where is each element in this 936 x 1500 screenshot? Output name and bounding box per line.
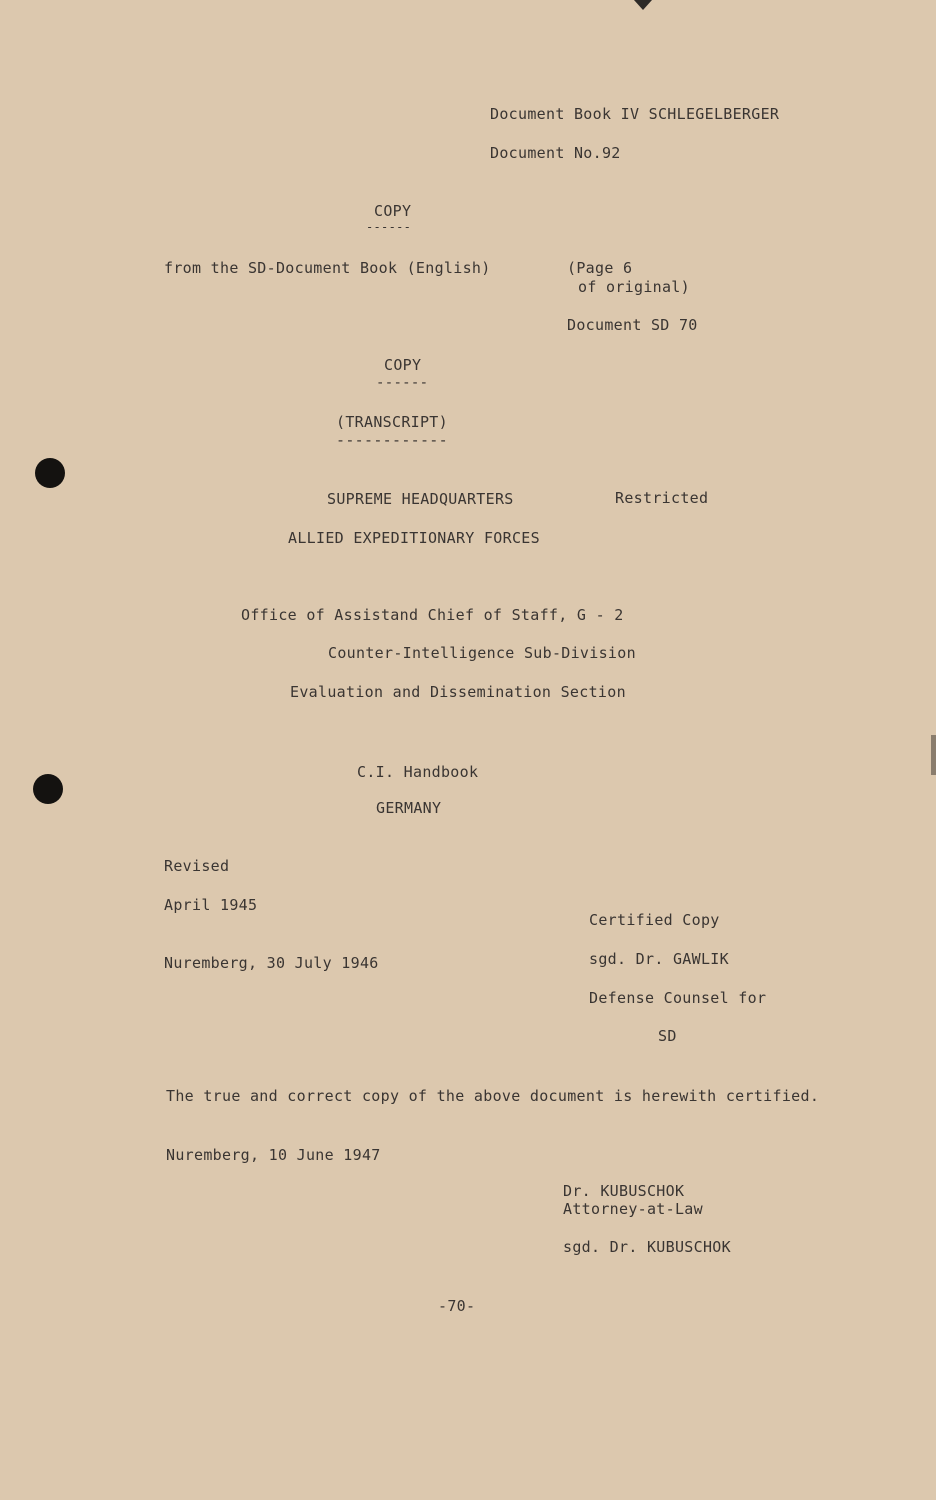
page-notch <box>634 0 652 10</box>
copy-heading: COPY <box>374 202 412 220</box>
restricted-label: Restricted <box>615 489 709 507</box>
org-line-2: ALLIED EXPEDITIONARY FORCES <box>288 529 540 547</box>
document-book-title: Document Book IV SCHLEGELBERGER <box>490 105 780 123</box>
division-line: Counter-Intelligence Sub-Division <box>328 644 636 662</box>
org-line-1: SUPREME HEADQUARTERS <box>327 490 514 508</box>
source-line: from the SD-Document Book (English) <box>164 259 491 277</box>
handbook-title: C.I. Handbook <box>357 763 479 781</box>
punch-hole <box>35 458 65 488</box>
copy-heading-2: COPY <box>384 356 422 374</box>
kubuschok-signature: sgd. Dr. KUBUSCHOK <box>563 1238 731 1256</box>
defense-counsel-line: Defense Counsel for <box>589 989 767 1007</box>
attorney-name: Dr. KUBUSCHOK <box>563 1182 685 1200</box>
attorney-title: Attorney-at-Law <box>563 1200 703 1218</box>
attestation-place-date: Nuremberg, 10 June 1947 <box>166 1146 381 1164</box>
gawlik-signature: sgd. Dr. GAWLIK <box>589 950 729 968</box>
section-line: Evaluation and Dissemination Section <box>290 683 626 701</box>
copy-heading-underline: ------ <box>366 220 412 234</box>
page-ref-line2: of original) <box>578 278 690 296</box>
revised-date: April 1945 <box>164 896 258 914</box>
transcript-heading: (TRANSCRIPT) <box>336 413 448 431</box>
revised-label: Revised <box>164 857 230 875</box>
transcript-underline: ------------ <box>336 431 448 449</box>
attestation-statement: The true and correct copy of the above document is herewith certified. <box>166 1087 820 1105</box>
handbook-country: GERMANY <box>376 799 442 817</box>
document-sd-number: Document SD 70 <box>567 316 698 334</box>
certification-place-date: Nuremberg, 30 July 1946 <box>164 954 379 972</box>
certified-copy-label: Certified Copy <box>589 911 720 929</box>
office-line: Office of Assistand Chief of Staff, G - 2 <box>241 606 624 624</box>
punch-hole <box>33 774 63 804</box>
page-number: -70- <box>438 1297 476 1315</box>
document-number: Document No.92 <box>490 144 621 162</box>
page-edge-tab <box>931 735 936 775</box>
copy-heading-2-underline: ------ <box>376 375 429 391</box>
page-ref-line1: (Page 6 <box>567 259 633 277</box>
sd-label: SD <box>658 1027 677 1045</box>
